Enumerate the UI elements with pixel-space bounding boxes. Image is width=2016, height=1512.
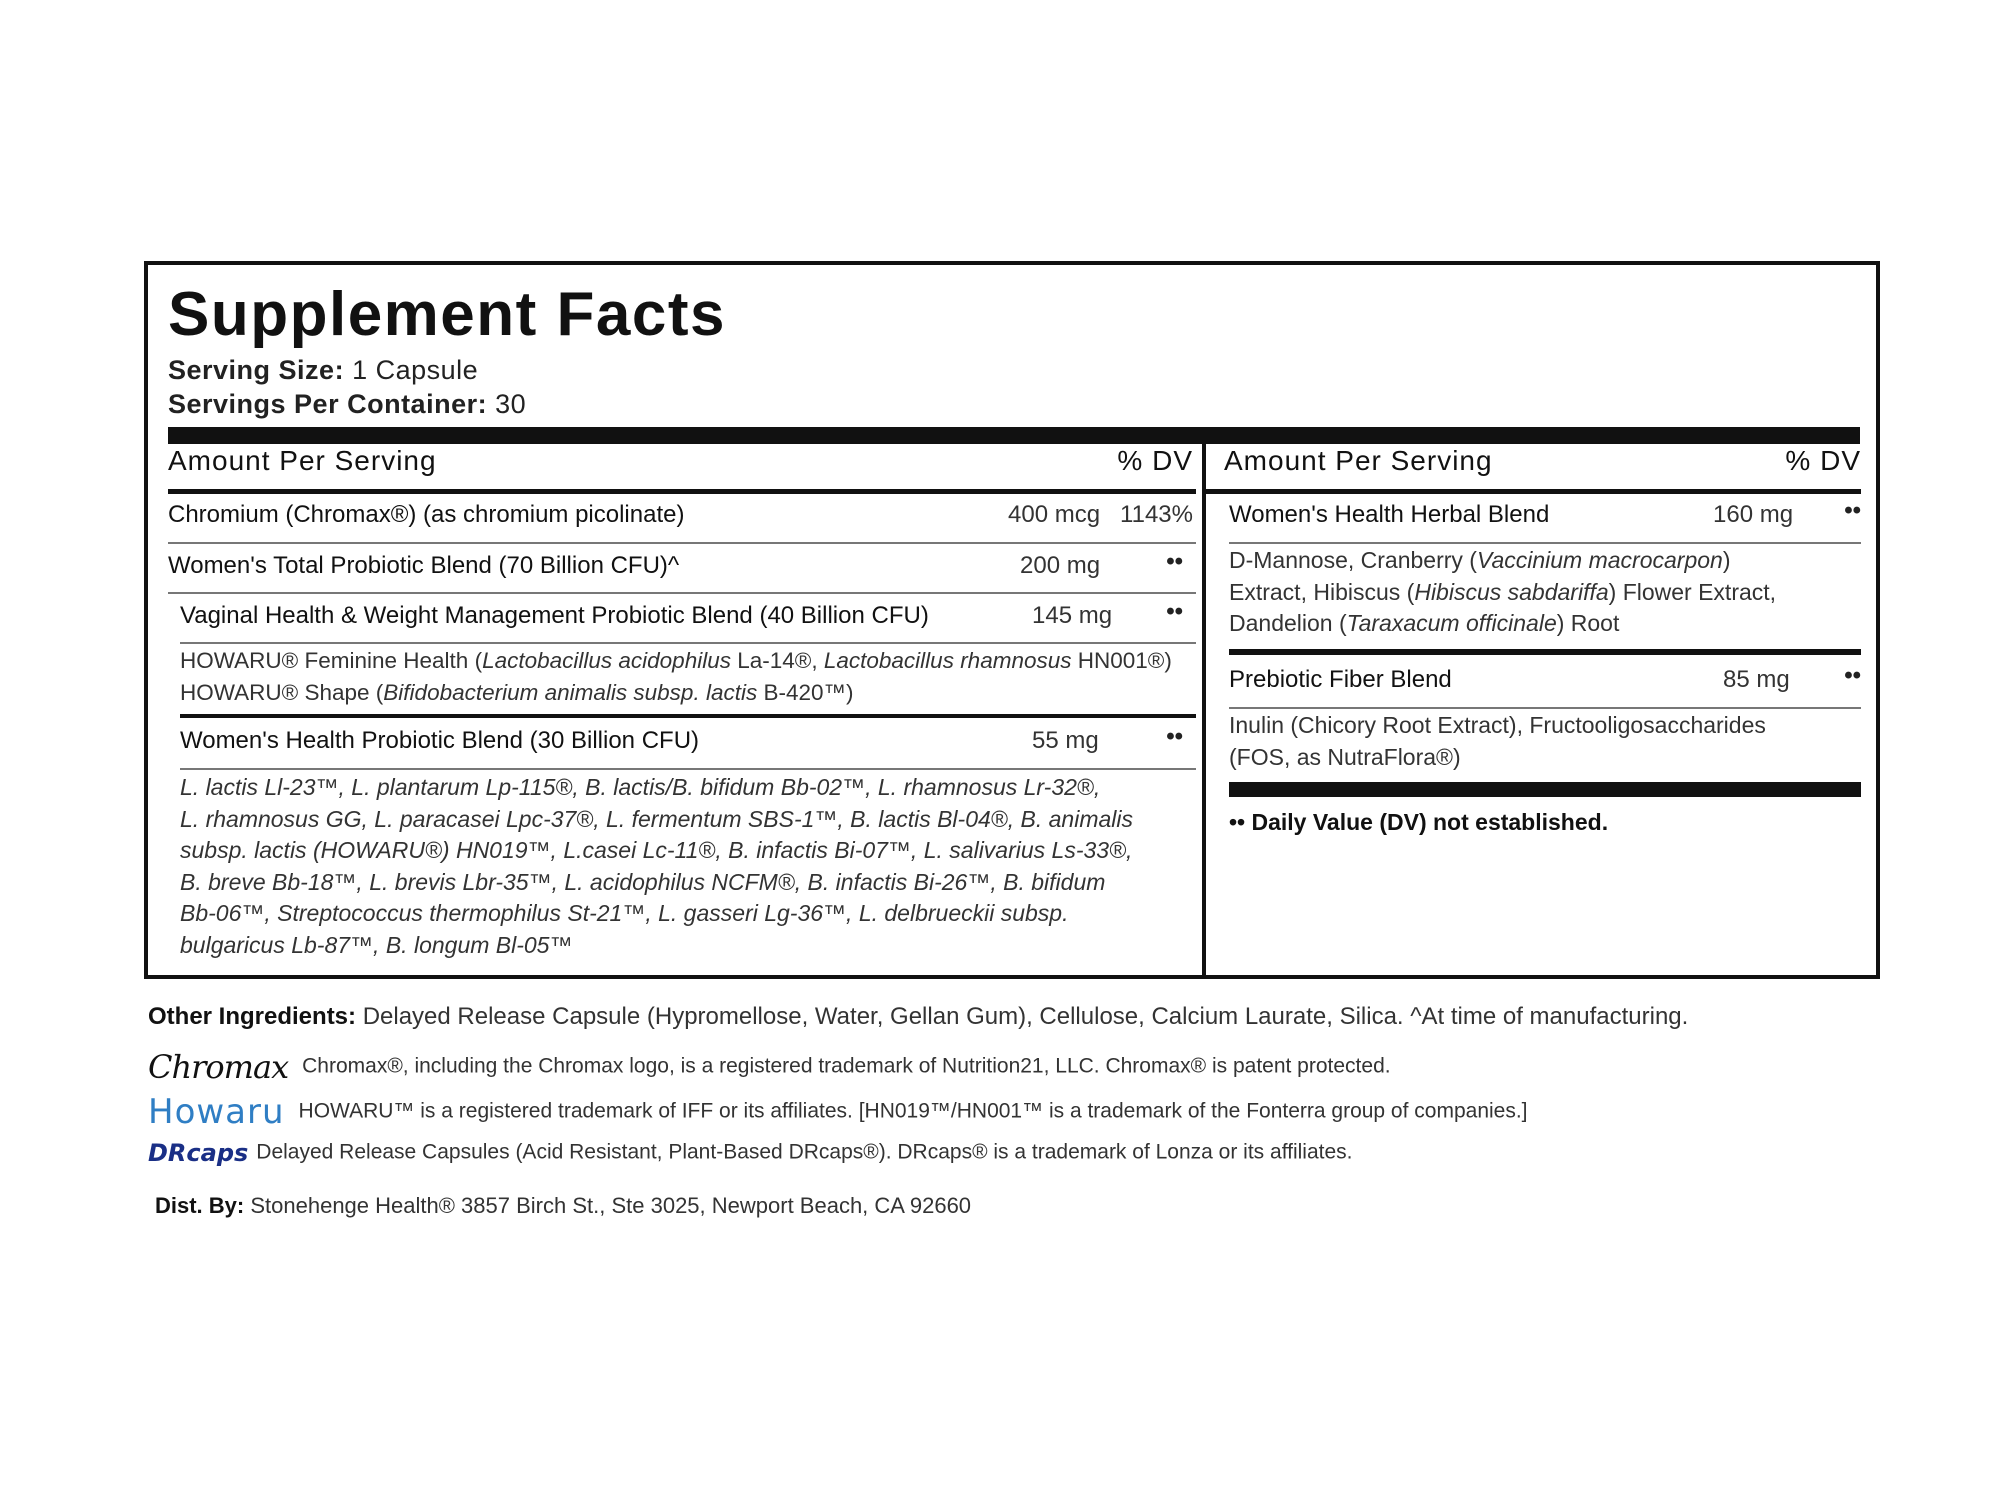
prebiotic-row — [1229, 662, 1861, 698]
howaru-species: Lactobacillus acidophilus — [482, 648, 731, 673]
total-probiotic-amount: 200 mg — [1020, 552, 1101, 579]
prebiotic-line: Inulin (Chicory Root Extract), Fructooligosaccharides — [1229, 712, 1766, 738]
chromax-trademark-text: Chromax®, including the Chromax logo, is a registered trademark of Nutrition21, LLC. Chromax® is patent protected. — [302, 1054, 1391, 1078]
vaginal-blend-row — [180, 598, 1193, 634]
drcaps-trademark-text: Delayed Release Capsules (Acid Resistant, Plant-Based DRcaps®). DRcaps® is a trademark of Lonza or its affiliates. — [256, 1140, 1353, 1164]
column-divider — [1202, 443, 1206, 975]
herbal-species: Taraxacum officinale — [1346, 610, 1557, 636]
howaru-logo: Howaru — [148, 1092, 285, 1132]
chromax-logo: Chromax — [148, 1048, 289, 1086]
prebiotic-label: Prebiotic Fiber Blend — [1229, 666, 1452, 693]
herbal-text: ) Flower Extract, — [1608, 578, 1777, 605]
total-probiotic-row — [168, 548, 1193, 584]
serving-size-label: Serving Size: — [168, 355, 345, 385]
herbal-blend-label: Women's Health Herbal Blend — [1229, 501, 1550, 528]
health-blend-amount: 55 mg — [1032, 727, 1099, 754]
herbal-text: Dandelion ( — [1229, 610, 1347, 636]
howaru-trademark — [148, 1092, 1528, 1132]
distributor-text: Stonehenge Health® 3857 Birch St., Ste 3025, Newport Beach, CA 92660 — [244, 1193, 972, 1218]
howaru-text: La-14®, — [730, 648, 824, 673]
right-header-amount: Amount Per Serving — [1224, 445, 1493, 476]
left-column-header — [168, 445, 1193, 489]
howaru-description — [180, 645, 1195, 708]
herbal-text: D-Mannose, Cranberry ( — [1229, 547, 1477, 573]
total-probiotic-label: Women's Total Probiotic Blend (70 Billion CFU)^ — [168, 552, 680, 579]
vaginal-blend-dv: •• — [1166, 598, 1183, 625]
herbal-text: ) — [1722, 547, 1731, 573]
prebiotic-description — [1229, 710, 1861, 773]
herbal-blend-amount: 160 mg — [1713, 501, 1794, 528]
chromax-trademark — [148, 1048, 1391, 1086]
rule-5 — [180, 768, 1196, 770]
bottom-black-bar — [1229, 782, 1861, 797]
prebiotic-dv: •• — [1844, 662, 1861, 689]
other-ingredients-text: Delayed Release Capsule (Hypromellose, Water, Gellan Gum), Cellulose, Calcium Laurate, Silica. ^At time of manufacturing. — [356, 1003, 1689, 1030]
herbal-species: Vaccinium macrocarpon — [1476, 547, 1723, 573]
howaru-line-1 — [180, 645, 1195, 677]
strain-line: subsp. lactis (HOWARU®) HN019™, L.casei Lc-11®, B. infactis Bi-07™, L. salivarius Ls-33®, — [180, 837, 1133, 863]
distributor-label: Dist. By: — [155, 1193, 245, 1218]
other-ingredients-label: Other Ingredients: — [148, 1003, 357, 1030]
herbal-blend-row — [1229, 497, 1861, 533]
howaru-trademark-text: HOWARU™ is a registered trademark of IFF or its affiliates. [HN019™/HN001™ is a trademark of the Fonterra group of companies.] — [298, 1099, 1528, 1123]
herbal-text: Extract, Hibiscus ( — [1229, 578, 1415, 605]
rule-1 — [168, 542, 1196, 544]
serving-size-value: 1 Capsule — [344, 355, 479, 385]
howaru-text: HOWARU® Feminine Health ( — [180, 648, 483, 673]
right-header-rule — [1206, 489, 1861, 494]
rule-r1 — [1229, 542, 1861, 544]
top-divider-bar — [168, 427, 1860, 444]
rule-r2 — [1229, 649, 1861, 655]
servings-per-container — [168, 389, 526, 420]
other-ingredients — [148, 1003, 1688, 1031]
right-header-dv: % DV — [1785, 445, 1861, 476]
rule-4 — [180, 714, 1196, 718]
servings-per-container-label: Servings Per Container: — [168, 389, 488, 419]
herbal-description — [1229, 545, 1861, 640]
drcaps-trademark — [148, 1139, 1353, 1167]
howaru-line-2 — [180, 677, 1195, 709]
servings-per-container-value: 30 — [487, 389, 527, 419]
strain-line: L. rhamnosus GG, L. paracasei Lpc-37®, L. fermentum SBS-1™, B. lactis Bl-04®, B. animalis — [180, 805, 1133, 832]
serving-size — [168, 355, 478, 386]
total-probiotic-dv: •• — [1166, 548, 1183, 575]
left-header-amount: Amount Per Serving — [168, 445, 437, 476]
herbal-blend-dv: •• — [1844, 497, 1861, 524]
howaru-species: Lactobacillus rhamnosus — [823, 648, 1072, 673]
left-header-dv: % DV — [1117, 445, 1193, 476]
dv-footnote: •• Daily Value (DV) not established. — [1229, 809, 1609, 835]
howaru-text: HOWARU® Shape ( — [180, 679, 384, 705]
prebiotic-line: (FOS, as NutraFlora®) — [1229, 743, 1461, 770]
howaru-text: B-420™) — [757, 679, 854, 705]
herbal-line-1 — [1229, 545, 1861, 577]
howaru-text: HN001®) — [1071, 648, 1172, 673]
rule-r3 — [1229, 707, 1861, 709]
health-blend-dv: •• — [1166, 723, 1183, 750]
right-column-header — [1224, 445, 1861, 489]
distributor — [155, 1193, 971, 1219]
rule-3 — [180, 642, 1196, 644]
rule-2 — [168, 592, 1196, 594]
chromium-amount: 400 mcg — [1008, 501, 1101, 528]
drcaps-logo: DRcaps — [148, 1139, 249, 1167]
strain-line: bulgaricus Lb-87™, B. longum Bl-05™ — [180, 931, 573, 958]
herbal-species: Hibiscus sabdariffa — [1414, 578, 1609, 605]
strain-line: L. lactis Ll-23™, L. plantarum Lp-115®, B. lactis/B. bifidum Bb-02™, L. rhamnosus Lr-32®, — [180, 774, 1101, 800]
health-blend-label: Women's Health Probiotic Blend (30 Billion CFU) — [180, 727, 700, 754]
panel-title: Supplement Facts — [168, 280, 726, 349]
chromium-dv: 1143% — [1120, 501, 1193, 528]
health-blend-row — [180, 723, 1193, 759]
left-header-rule — [168, 489, 1196, 494]
strain-line: B. breve Bb-18™, L. brevis Lbr-35™, L. acidophilus NCFM®, B. infactis Bi-26™, B. bifidum — [180, 868, 1106, 895]
vaginal-blend-label: Vaginal Health & Weight Management Probiotic Blend (40 Billion CFU) — [180, 602, 929, 629]
strain-line: Bb-06™, Streptococcus thermophilus St-21™, L. gasseri Lg-36™, L. delbrueckii subsp. — [180, 900, 1069, 926]
prebiotic-amount: 85 mg — [1723, 666, 1790, 693]
chromium-label: Chromium (Chromax®) (as chromium picolinate) — [168, 501, 685, 528]
chromium-row — [168, 501, 1193, 533]
herbal-text: ) Root — [1556, 610, 1620, 636]
herbal-line-2 — [1229, 577, 1861, 609]
howaru-species: Bifidobacterium animalis subsp. lactis — [383, 679, 758, 705]
herbal-line-3 — [1229, 608, 1861, 640]
strain-list — [180, 772, 1195, 961]
supplement-facts-panel — [144, 261, 1880, 979]
vaginal-blend-amount: 145 mg — [1032, 602, 1113, 629]
